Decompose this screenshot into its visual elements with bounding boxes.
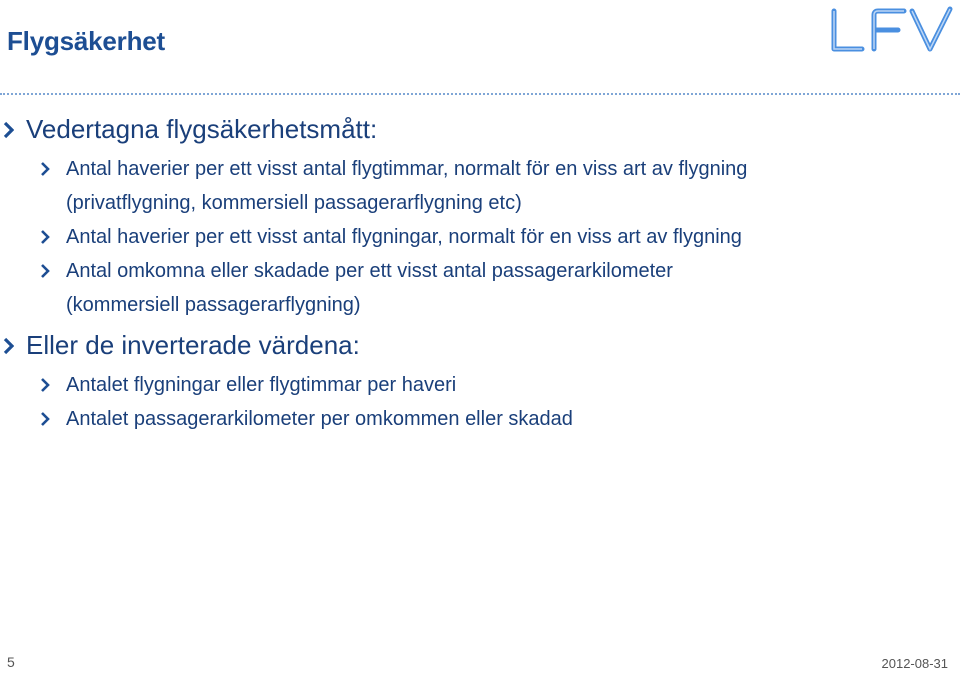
- bullet-line: Antal omkomna eller skadade per ett visst antal passagerarkilometer: [66, 260, 673, 282]
- chevron-right-icon: [2, 328, 16, 362]
- bullet-level2: [0, 368, 960, 402]
- bullet-line: (kommersiell passagerarflygning): [66, 294, 361, 316]
- lfv-logo: [826, 5, 956, 57]
- slide-content: [0, 112, 960, 436]
- bullet-line: Antalet flygningar eller flygtimmar per haveri: [66, 374, 457, 396]
- bullet-level2: [0, 254, 960, 322]
- chevron-right-icon: [40, 402, 54, 436]
- title-divider: [0, 93, 960, 95]
- chevron-right-icon: [40, 220, 54, 254]
- bullet-line: Antal haverier per ett visst antal flygtimmar, normalt för en viss art av flygning: [66, 158, 748, 180]
- bullet-text: Eller de inverterade värdena:: [26, 330, 360, 360]
- chevron-right-icon: [40, 152, 54, 186]
- bullet-level2: [0, 220, 960, 254]
- bullet-level2: [0, 152, 960, 220]
- bullet-text: Vedertagna flygsäkerhetsmått:: [26, 114, 378, 144]
- page-number: 5: [7, 654, 15, 670]
- chevron-right-icon: [40, 254, 54, 288]
- bullet-level2: [0, 402, 960, 436]
- chevron-right-icon: [2, 112, 16, 146]
- slide-date: 2012-08-31: [881, 656, 948, 671]
- bullet-line: Antal haverier per ett visst antal flygningar, normalt för en viss art av flygning: [66, 226, 742, 248]
- bullet-line: (privatflygning, kommersiell passagerarflygning etc): [66, 192, 522, 214]
- bullet-level1: [0, 328, 960, 362]
- bullet-level1: [0, 112, 960, 146]
- slide-title: Flygsäkerhet: [7, 26, 166, 56]
- bullet-line: Antalet passagerarkilometer per omkommen eller skadad: [66, 408, 573, 430]
- chevron-right-icon: [40, 368, 54, 402]
